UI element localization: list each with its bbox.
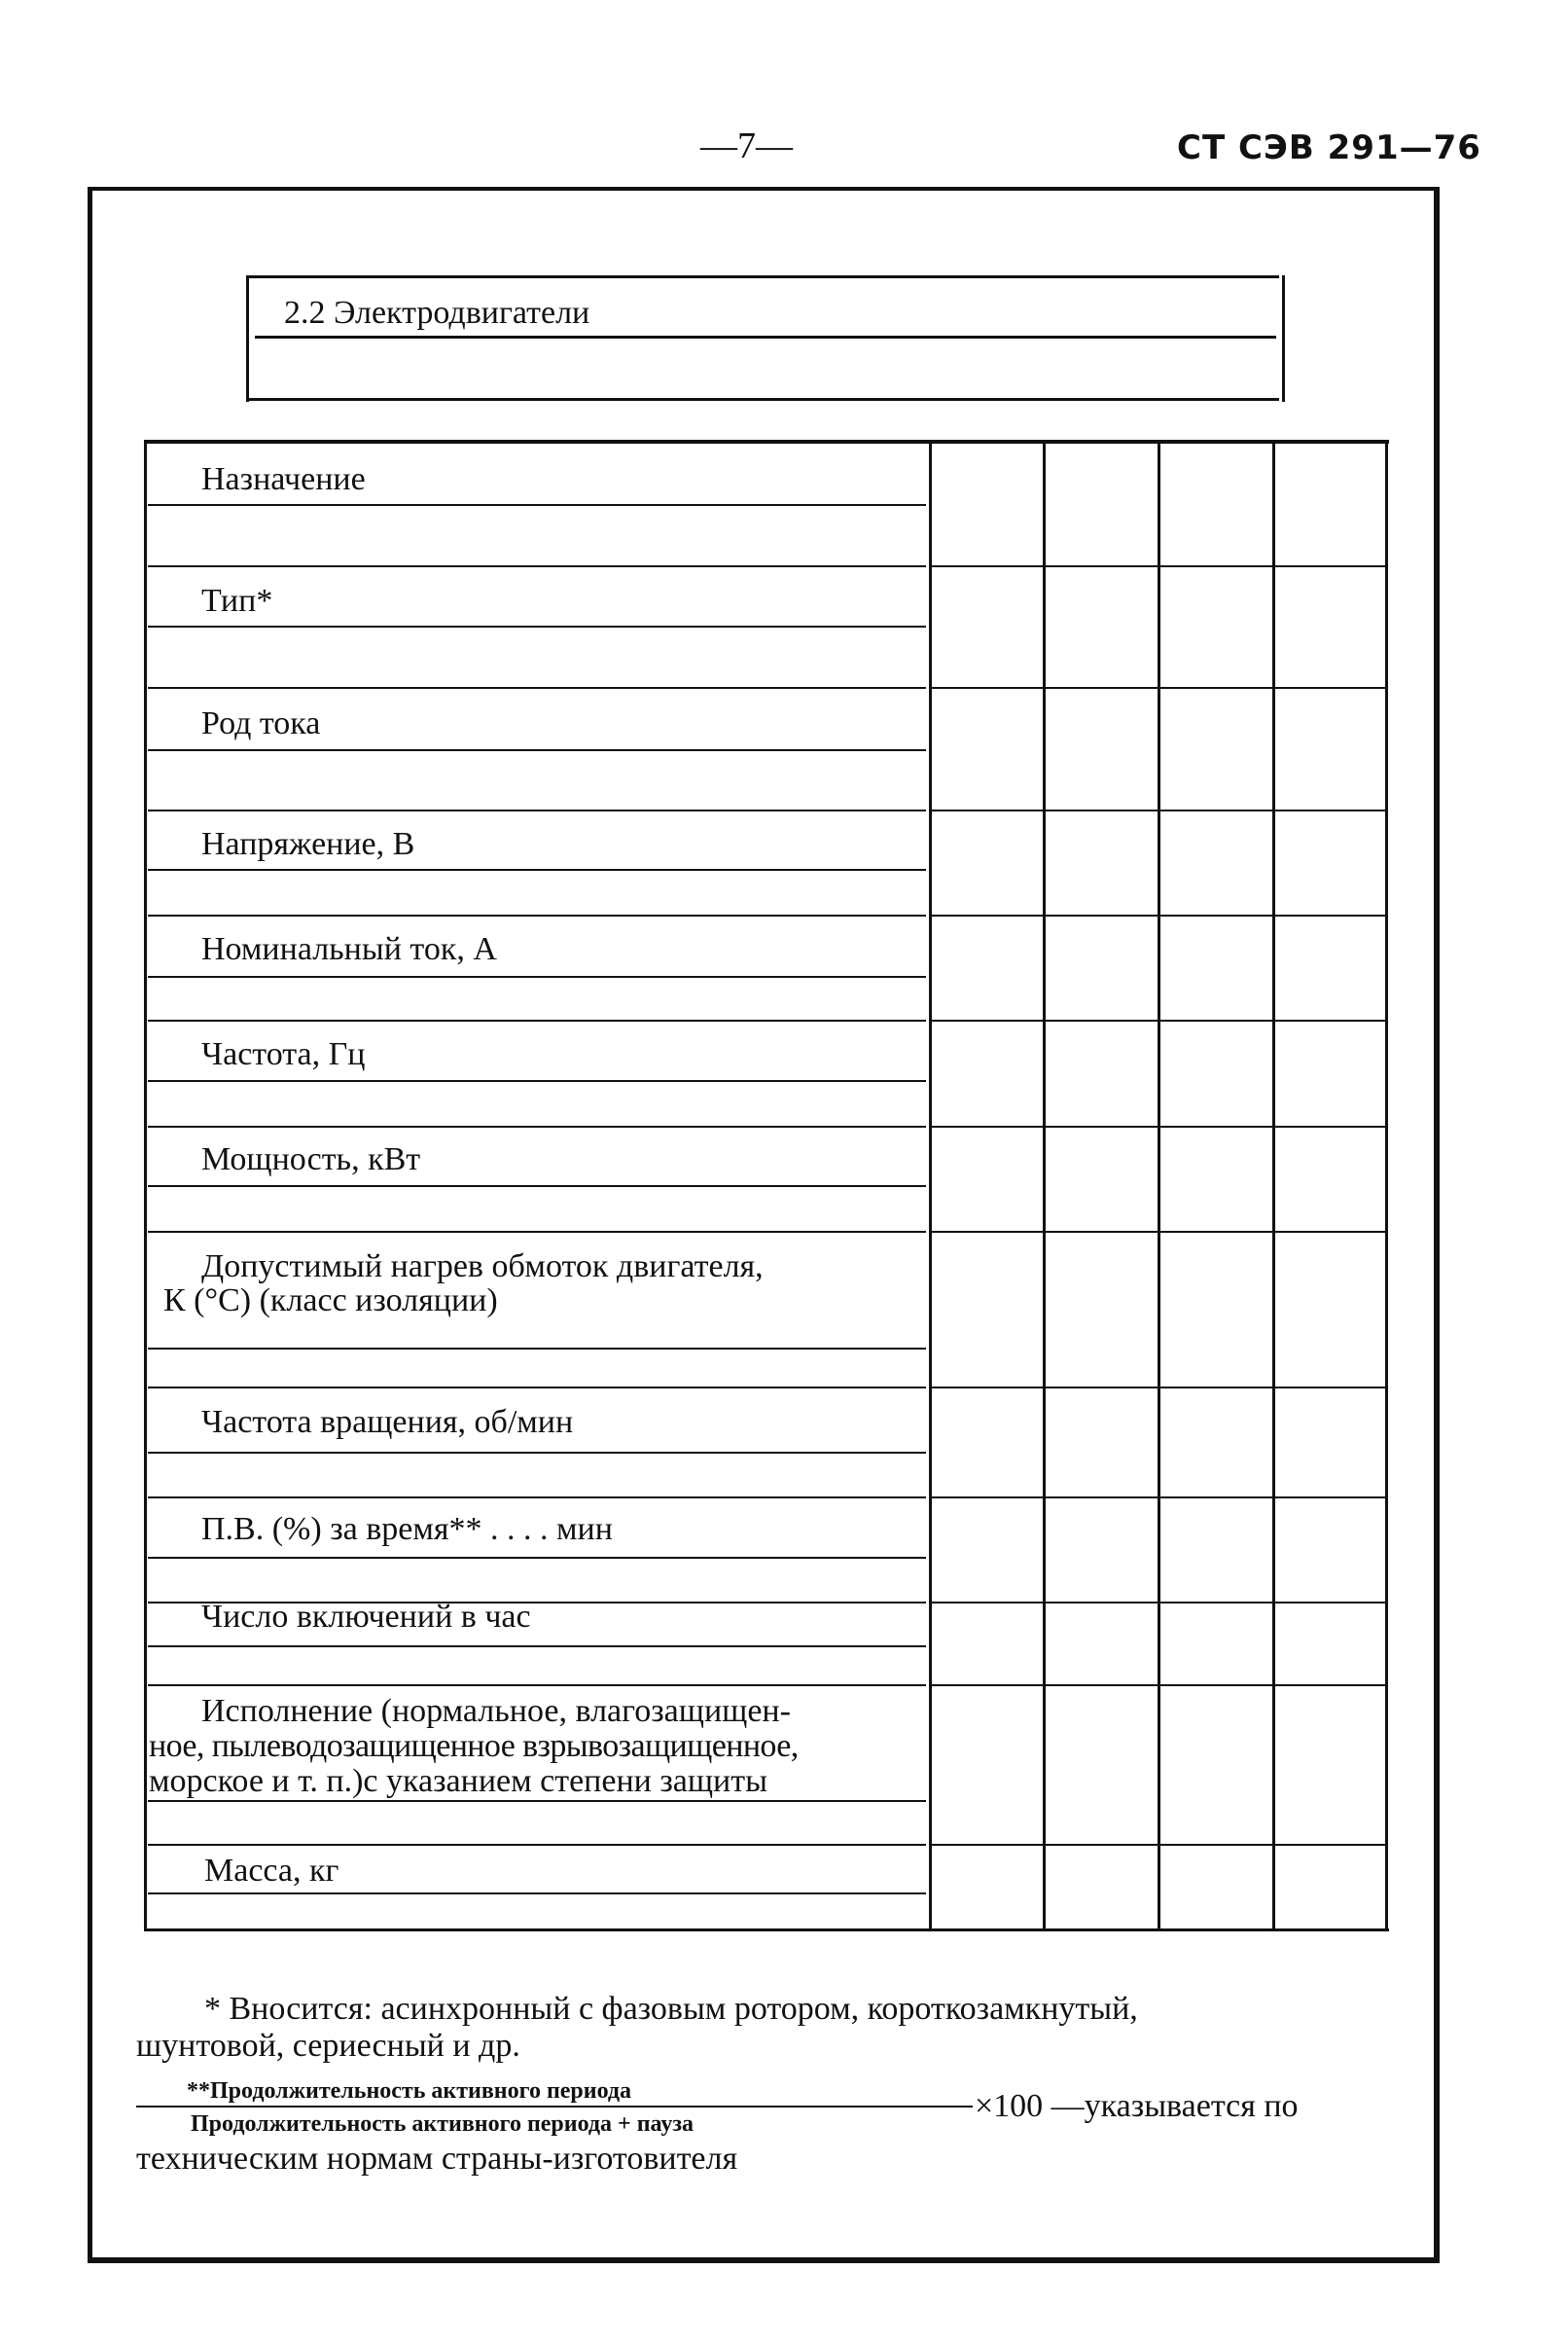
row-rule [148,1645,926,1647]
table-bottom-border [144,1928,1389,1931]
row-label-design-line1: Исполнение (нормальное, влагозащищен- [201,1693,791,1729]
row-label-duty-cycle: П.В. (%) за время** . . . . мин [201,1511,613,1547]
standard-code: СТ СЭВ 291—76 [1177,128,1481,167]
row-rule [148,504,926,506]
row-rule [148,626,926,628]
value-row-rule [932,915,1385,917]
row-rule [148,976,926,978]
value-row-rule [932,810,1385,811]
value-row-rule [932,1387,1385,1388]
table-left-border [144,440,147,1928]
row-rule [148,1080,926,1082]
footnote-2-line2: техническим нормам страны-изготовителя [136,2141,738,2177]
row-rule [148,810,926,811]
row-rule [148,1800,926,1802]
section-box-middle-line [255,336,1276,339]
row-label-winding-heating-line2: К (°С) (класс изоляции) [163,1282,498,1318]
frame-top-border [88,187,1440,191]
table-top-border [144,440,1389,444]
row-label-purpose: Назначение [201,461,366,497]
row-label-design-line3: морское и т. п.)с указанием степени защиты [149,1763,767,1799]
fraction-bar [136,2106,973,2108]
row-label-mass: Масса, кг [204,1853,339,1889]
row-rule [148,1452,926,1454]
value-row-rule [932,1844,1385,1846]
frame-left-border [88,187,92,2262]
row-rule [148,1231,926,1233]
page-number: —7— [700,126,793,166]
table-column-divider [1043,440,1046,1928]
table-column-divider [1158,440,1160,1928]
section-box-bottom-line [246,398,1279,401]
footnote-1-line2: шунтовой, сериесный и др. [136,2028,520,2064]
row-rule [148,869,926,871]
row-rule [148,915,926,917]
row-rule [148,1185,926,1187]
row-rule [148,749,926,751]
row-label-rated-current: Номинальный ток, А [201,931,497,967]
footnote-1-line1: * Вносится: асинхронный с фазовым ротором, короткозамкнутый, [204,1991,1138,2027]
value-row-rule [932,1231,1385,1233]
section-title: 2.2 Электродвигатели [284,295,590,331]
row-label-current-kind: Род тока [201,705,321,741]
footnote-2-tail: ×100 —указывается по [975,2088,1299,2124]
row-rule [148,687,926,689]
row-label-voltage: Напряжение, В [201,826,415,862]
value-row-rule [932,1020,1385,1022]
row-rule [148,1126,926,1128]
value-row-rule [932,1126,1385,1128]
row-label-design-line2: ное, пылеводозащищенное взрывозащищенное, [149,1728,799,1764]
row-rule [148,565,926,567]
row-rule [148,1892,926,1894]
section-box-top-line [246,275,1279,278]
frame-right-border [1434,187,1440,2262]
row-rule [148,1387,926,1388]
footnote-2-numerator: **Продолжительность активного периода [187,2078,632,2104]
value-row-rule [932,1684,1385,1686]
row-rule [148,1496,926,1498]
row-label-starts-per-hour: Число включений в час [201,1599,531,1635]
footnote-2-denominator: Продолжительность активного периода + пауза [191,2111,694,2137]
row-rule [148,1684,926,1686]
row-label-winding-heating-line1: Допустимый нагрев обмоток двигателя, [201,1248,764,1284]
table-column-divider [1272,440,1275,1928]
row-rule [148,1557,926,1559]
value-row-rule [932,1496,1385,1498]
value-row-rule [932,1602,1385,1603]
table-column-divider [929,440,932,1928]
value-row-rule [932,565,1385,567]
row-label-power: Мощность, кВт [201,1141,421,1177]
row-label-type: Тип* [201,583,273,619]
table-right-border [1385,440,1388,1928]
row-rule [148,1348,926,1350]
frame-bottom-border [88,2257,1440,2263]
value-row-rule [932,687,1385,689]
row-label-rotation-speed: Частота вращения, об/мин [201,1404,574,1440]
row-rule [148,1020,926,1022]
row-label-frequency: Частота, Гц [201,1036,366,1072]
row-rule [148,1844,926,1846]
